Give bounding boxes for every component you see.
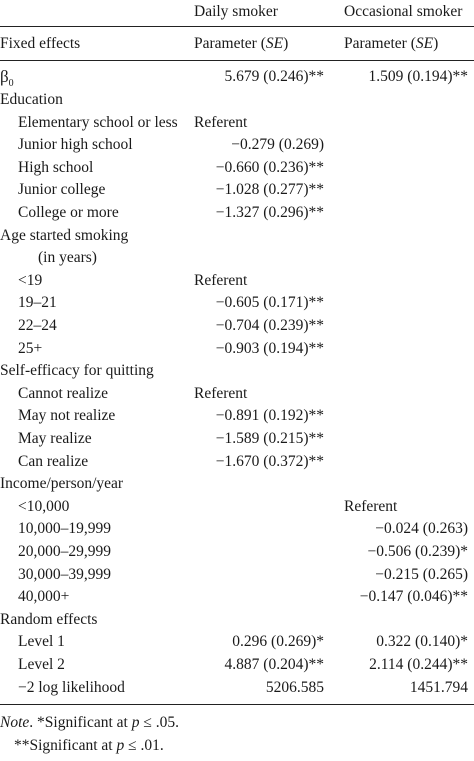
table-row	[0, 112, 474, 135]
row-label: Can realize	[18, 452, 89, 470]
daily-smoker-value: −1.589 (0.215)**	[215, 430, 324, 447]
table-row	[0, 383, 474, 406]
table-row	[0, 654, 474, 677]
col-subheader-occasional: Parameter (SE)	[344, 35, 439, 52]
row-label: Level 2	[18, 656, 65, 673]
daily-smoker-value: −0.660 (0.236)**	[215, 158, 324, 176]
row-label: Education	[0, 91, 63, 108]
beta-label: $\beta_0$	[0, 67, 14, 89]
occasional-smoker-value: 0.322 (0.140)*	[376, 633, 468, 651]
occasional-smoker-value: −0.024 (0.263)	[375, 520, 468, 538]
row-label: Elementary school or less	[18, 113, 178, 131]
daily-smoker-value: Referent	[194, 113, 248, 131]
daily-smoker-value: Referent	[194, 271, 248, 289]
row-label: <19	[18, 271, 43, 289]
beta-occasional-value: 1.509 (0.194)**	[368, 68, 468, 85]
table-row	[0, 405, 474, 428]
table-row	[0, 677, 474, 700]
row-label: Level 1	[18, 633, 65, 651]
daily-smoker-value: 5206.585	[265, 678, 324, 696]
daily-smoker-value: −1.327 (0.296)**	[215, 204, 324, 221]
occasional-smoker-value: 2.114 (0.244)**	[369, 656, 468, 673]
table-row	[0, 541, 474, 564]
row-label: 25+	[18, 339, 43, 357]
daily-smoker-value: −1.028 (0.277)**	[215, 181, 324, 199]
table-row	[0, 225, 474, 248]
table-row	[0, 89, 474, 112]
beta-daily-value: 5.679 (0.246)**	[224, 68, 324, 85]
rule-bottom	[0, 704, 474, 705]
rule-top	[0, 26, 474, 27]
table-row	[0, 270, 474, 293]
table-row	[0, 609, 474, 632]
col-subheader-daily: Parameter (SE)	[194, 35, 289, 52]
rule-header	[0, 60, 474, 61]
col-header-daily-smoker: Daily smoker	[194, 3, 278, 20]
daily-smoker-value: −0.279 (0.269)	[231, 136, 324, 154]
note-line-1: Note. *Significant at p ≤ .05.	[0, 714, 179, 731]
table-row	[0, 586, 474, 609]
table-row	[0, 496, 474, 519]
table-row	[0, 428, 474, 451]
table-row	[0, 473, 474, 496]
table-row	[0, 292, 474, 315]
table-row	[0, 247, 474, 270]
row-label: High school	[18, 158, 94, 176]
row-label: Cannot realize	[18, 384, 108, 402]
daily-smoker-value: −1.670 (0.372)**	[215, 452, 324, 470]
row-label: −2 log likelihood	[18, 678, 125, 696]
row-label: Self-efficacy for quitting	[0, 362, 154, 380]
row-label: Junior high school	[18, 136, 133, 154]
note-line-2: **Significant at p ≤ .01.	[14, 737, 164, 754]
occasional-smoker-value: −0.147 (0.046)**	[359, 588, 468, 606]
table-row	[0, 202, 474, 225]
row-label: (in years)	[38, 249, 97, 267]
daily-smoker-value: Referent	[194, 384, 248, 402]
table-row	[0, 631, 474, 654]
table-row	[0, 338, 474, 361]
col-header-occasional-smoker: Occasional smoker	[344, 3, 463, 20]
row-label: 20,000–29,999	[18, 543, 111, 560]
row-label: Income/person/year	[0, 475, 124, 493]
table-row	[0, 315, 474, 338]
occasional-smoker-value: 1451.794	[409, 678, 468, 696]
occasional-smoker-value: −0.506 (0.239)*	[367, 543, 468, 560]
row-label: 40,000+	[18, 588, 70, 606]
row-label: 10,000–19,999	[18, 520, 111, 538]
table-row-beta0	[0, 66, 474, 89]
row-label: 19–21	[18, 294, 57, 312]
table-row	[0, 451, 474, 474]
row-label: May realize	[18, 430, 92, 447]
table-row	[0, 157, 474, 180]
stub-header: Fixed effects	[0, 35, 81, 52]
row-label: 22–24	[18, 317, 57, 334]
row-label: Junior college	[18, 181, 106, 199]
daily-smoker-value: −0.891 (0.192)**	[215, 407, 324, 425]
daily-smoker-value: −0.903 (0.194)**	[215, 339, 324, 357]
daily-smoker-value: 0.296 (0.269)*	[232, 633, 324, 651]
daily-smoker-value: −0.704 (0.239)**	[215, 317, 324, 334]
table-row	[0, 360, 474, 383]
row-label: <10,000	[18, 497, 70, 515]
row-label: College or more	[18, 204, 119, 221]
occasional-smoker-value: Referent	[344, 497, 398, 515]
row-label: May not realize	[18, 407, 116, 425]
table-row	[0, 134, 474, 157]
occasional-smoker-value: −0.215 (0.265)	[375, 565, 468, 583]
row-label: Age started smoking	[0, 226, 129, 244]
table-row	[0, 179, 474, 202]
row-label: Random effects	[0, 610, 98, 628]
daily-smoker-value: 4.887 (0.204)**	[224, 656, 324, 673]
row-label: 30,000–39,999	[18, 565, 111, 583]
daily-smoker-value: −0.605 (0.171)**	[215, 294, 324, 312]
table-row	[0, 518, 474, 541]
table-row	[0, 564, 474, 587]
